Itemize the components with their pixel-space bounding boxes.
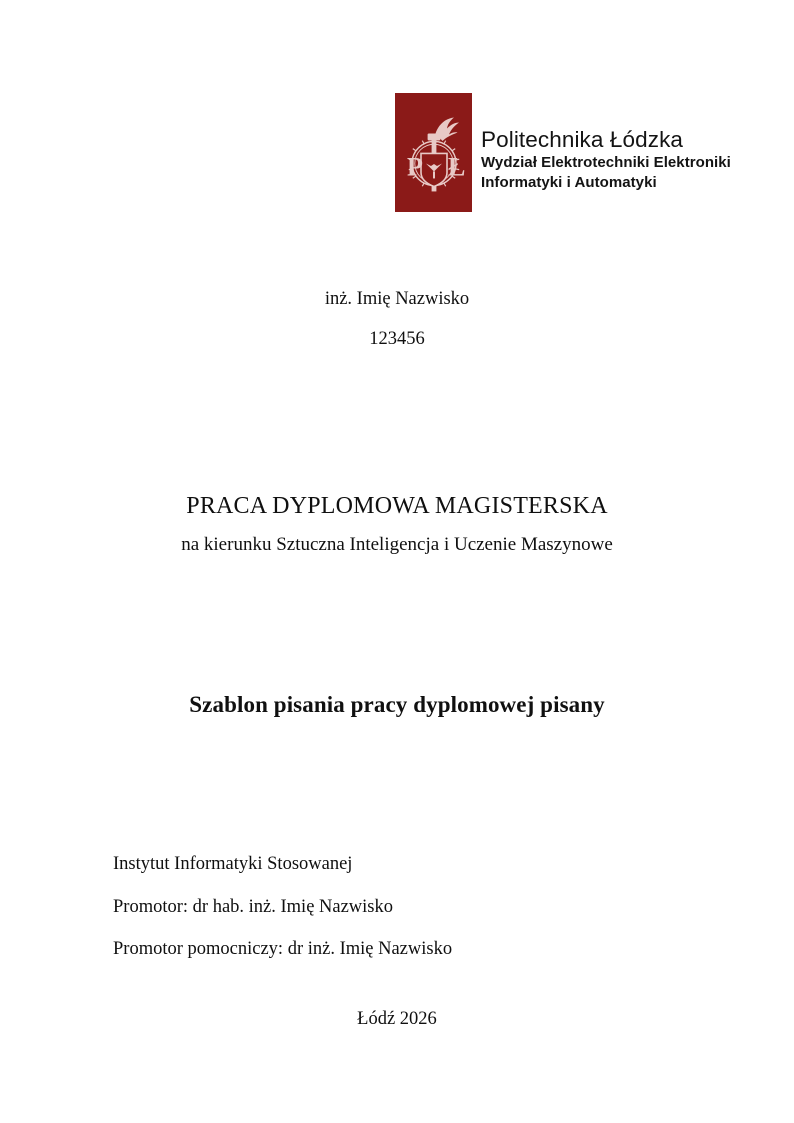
thesis-title: Szablon pisania pracy dyplomowej pisany	[189, 692, 605, 717]
thesis-type: PRACA DYPLOMOWA MAGISTERSKA	[186, 493, 608, 519]
thesis-field-of-study: na kierunku Sztuczna Inteligencja i Uczenie Maszynowe	[181, 534, 613, 555]
university-name: Politechnika Łódzka	[481, 127, 684, 152]
politechnika-lodzka-crest-icon	[399, 113, 469, 199]
affiliation-block	[113, 855, 713, 959]
svg-text:P: P	[406, 151, 423, 181]
student-id: 123456	[369, 328, 425, 349]
footer-block	[0, 1010, 794, 1029]
institute-name: Instytut Informatyki Stosowanej	[113, 854, 353, 874]
author-block	[0, 290, 794, 348]
logo-text-block	[472, 93, 735, 193]
faculty-name-line-2: Informatyki i Automatyki	[481, 174, 657, 192]
thesis-title-block	[0, 691, 794, 720]
faculty-name-line-1: Wydział Elektrotechniki Elektroniki	[481, 154, 731, 172]
university-logo	[395, 93, 735, 215]
author-name: inż. Imię Nazwisko	[324, 289, 470, 309]
svg-text:Ł: Ł	[447, 151, 465, 181]
logo-emblem-box	[395, 93, 472, 212]
co-supervisor: Promotor pomocniczy: dr inż. Imię Nazwisko	[113, 939, 453, 959]
thesis-type-block	[0, 494, 794, 554]
place-and-year: Łódź 2026	[357, 1009, 437, 1029]
supervisor: Promotor: dr hab. inż. Imię Nazwisko	[113, 896, 394, 917]
